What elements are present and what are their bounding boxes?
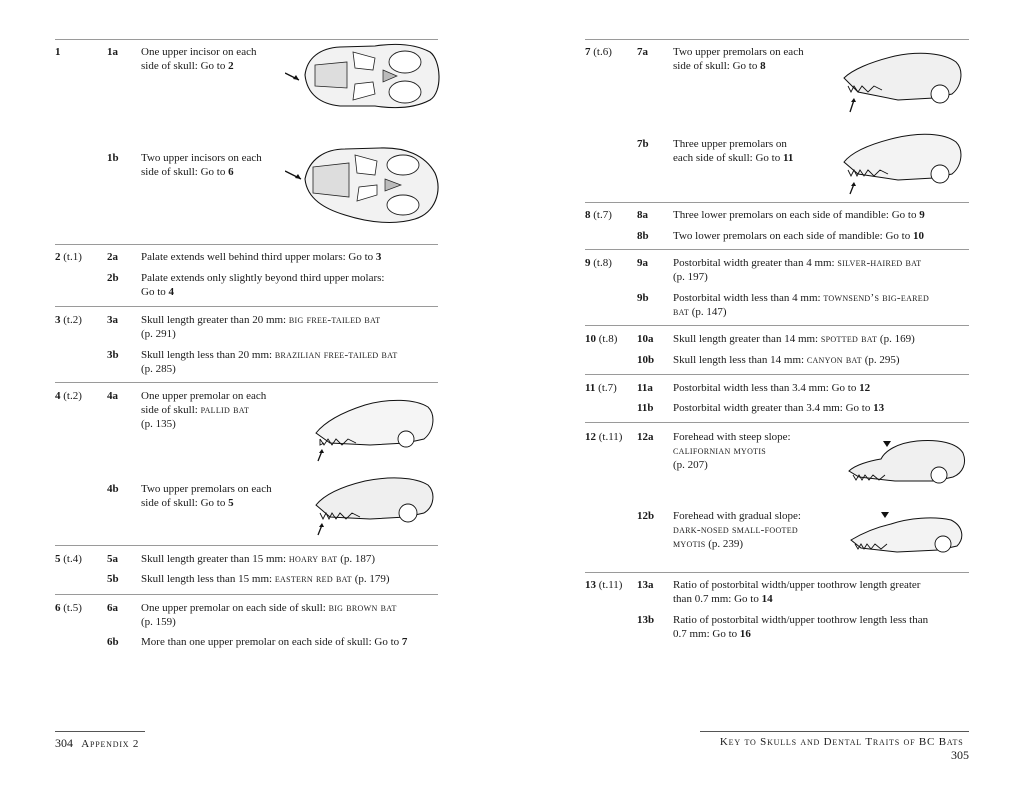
lead-code: 9b [637,292,649,304]
lead-code: 6b [107,636,119,648]
lead-text: Forehead with steep slope: californian myotis (p. 207) [673,431,791,471]
lead-code: 13a [637,579,654,591]
step-number: 6 (t.5) [55,602,82,614]
footer-right [700,731,969,763]
couplet-1 [55,39,438,245]
step-number: 11 (t.7) [585,382,617,394]
step-number: 3 (t.2) [55,314,82,326]
lead-code: 11b [637,402,654,414]
step-number: 5 (t.4) [55,553,82,565]
step-number: 13 (t.11) [585,579,623,591]
lead-code: 10b [637,354,655,366]
lead-text: Ratio of postorbital width/upper toothrow length less than 0.7 mm: Go to 16 [673,614,929,640]
couplet-4 [55,382,438,546]
running-head: Appendix 2 [81,738,140,750]
skull-lateral-gradual-forehead-illustration [847,508,967,560]
lead-code: 9a [637,257,648,269]
skull-lateral-one-premolar-illustration [310,393,440,465]
lead-code: 7b [637,138,649,150]
skull-lateral-three-premolars-illustration [840,128,965,196]
lead-code: 7a [637,46,648,58]
lead-code: 12a [637,431,654,443]
skull-lateral-two-premolars-illustration [840,48,965,116]
lead-text: Postorbital width greater than 3.4 mm: Go to 13 [673,402,885,414]
page-number: 305 [951,748,969,762]
lead-text: Two upper incisors on each side of skull: Go to 6 [141,152,262,178]
lead-code: 2a [107,251,118,263]
lead-text: One upper premolar on each side of skull: pallid bat (p. 135) [141,390,267,430]
page-number: 304 [55,736,73,750]
lead-code: 4a [107,390,118,402]
step-number: 7 (t.6) [585,46,612,58]
couplet-10 [585,325,969,375]
couplet-8 [585,202,969,250]
step-number: 1 [55,46,61,58]
lead-code: 5a [107,553,118,565]
lead-code: 13b [637,614,655,626]
step-number: 8 (t.7) [585,209,612,221]
lead-text: One upper incisor on each side of skull: Go to 2 [141,46,257,72]
running-head: Key to Skulls and Dental Traits of BC Bats [719,736,964,748]
lead-text: Three lower premolars on each side of mandible: Go to 9 [673,209,925,221]
lead-code: 1b [107,152,119,164]
lead-text: Palate extends well behind third upper molars: Go to 3 [141,251,382,263]
lead-text: Two upper premolars on each side of skull: Go to 8 [673,46,804,72]
lead-text: Forehead with gradual slope: dark-nosed small-footed myotis (p. 239) [673,510,801,550]
couplet-5 [55,545,438,595]
lead-text: Skull length less than 14 mm: canyon bat (p. 295) [673,354,900,366]
step-number: 12 (t.11) [585,431,623,443]
lead-code: 12b [637,510,655,522]
lead-text: Two upper premolars on each side of skull: Go to 5 [141,483,272,509]
lead-text: Postorbital width less than 4 mm: townsend’s big-eared bat (p. 147) [673,292,930,318]
lead-text: Palate extends only slightly beyond third upper molars: Go to 4 [141,272,385,298]
couplet-3 [55,306,438,383]
skull-ventral-one-incisor-illustration [285,40,445,115]
lead-text: Skull length greater than 15 mm: hoary bat (p. 187) [141,553,376,565]
lead-text: Skull length greater than 14 mm: spotted bat (p. 169) [673,333,915,345]
step-number: 4 (t.2) [55,390,82,402]
lead-text: Skull length less than 20 mm: brazilian free-tailed bat (p. 285) [141,349,398,375]
lead-text: Two lower premolars on each side of mandible: Go to 10 [673,230,924,242]
lead-text: Ratio of postorbital width/upper toothrow length greater than 0.7 mm: Go to 14 [673,579,921,605]
couplet-7 [585,39,969,203]
lead-code: 11a [637,382,653,394]
footer-left [55,731,145,751]
skull-lateral-steep-forehead-illustration [845,433,969,493]
lead-code: 5b [107,573,119,585]
lead-code: 8b [637,230,649,242]
lead-text: Skull length less than 15 mm: eastern red bat (p. 179) [141,573,390,585]
lead-code: 2b [107,272,119,284]
couplet-6 [55,594,438,655]
couplet-2 [55,244,438,307]
lead-code: 3a [107,314,118,326]
lead-text: Postorbital width greater than 4 mm: silver-haired bat (p. 197) [673,257,922,283]
couplet-11 [585,374,969,423]
lead-text: One upper premolar on each side of skull: big brown bat (p. 159) [141,602,397,628]
lead-text: More than one upper premolar on each side of skull: Go to 7 [141,636,408,648]
couplet-13 [585,572,969,649]
skull-lateral-two-premolars-illustration [310,471,440,539]
couplet-12 [585,422,969,573]
lead-text: Skull length greater than 20 mm: big free-tailed bat (p. 291) [141,314,381,340]
lead-text: Three upper premolars on each side of skull: Go to 11 [673,138,794,164]
lead-code: 10a [637,333,654,345]
step-number: 9 (t.8) [585,257,612,269]
lead-code: 4b [107,483,119,495]
lead-code: 8a [637,209,648,221]
lead-text: Postorbital width less than 3.4 mm: Go to 12 [673,382,871,394]
lead-code: 3b [107,349,119,361]
lead-code: 6a [107,602,118,614]
lead-code: 1a [107,46,118,58]
couplet-9 [585,249,969,326]
step-number: 10 (t.8) [585,333,618,345]
step-number: 2 (t.1) [55,251,82,263]
skull-ventral-two-incisors-illustration [285,143,445,228]
